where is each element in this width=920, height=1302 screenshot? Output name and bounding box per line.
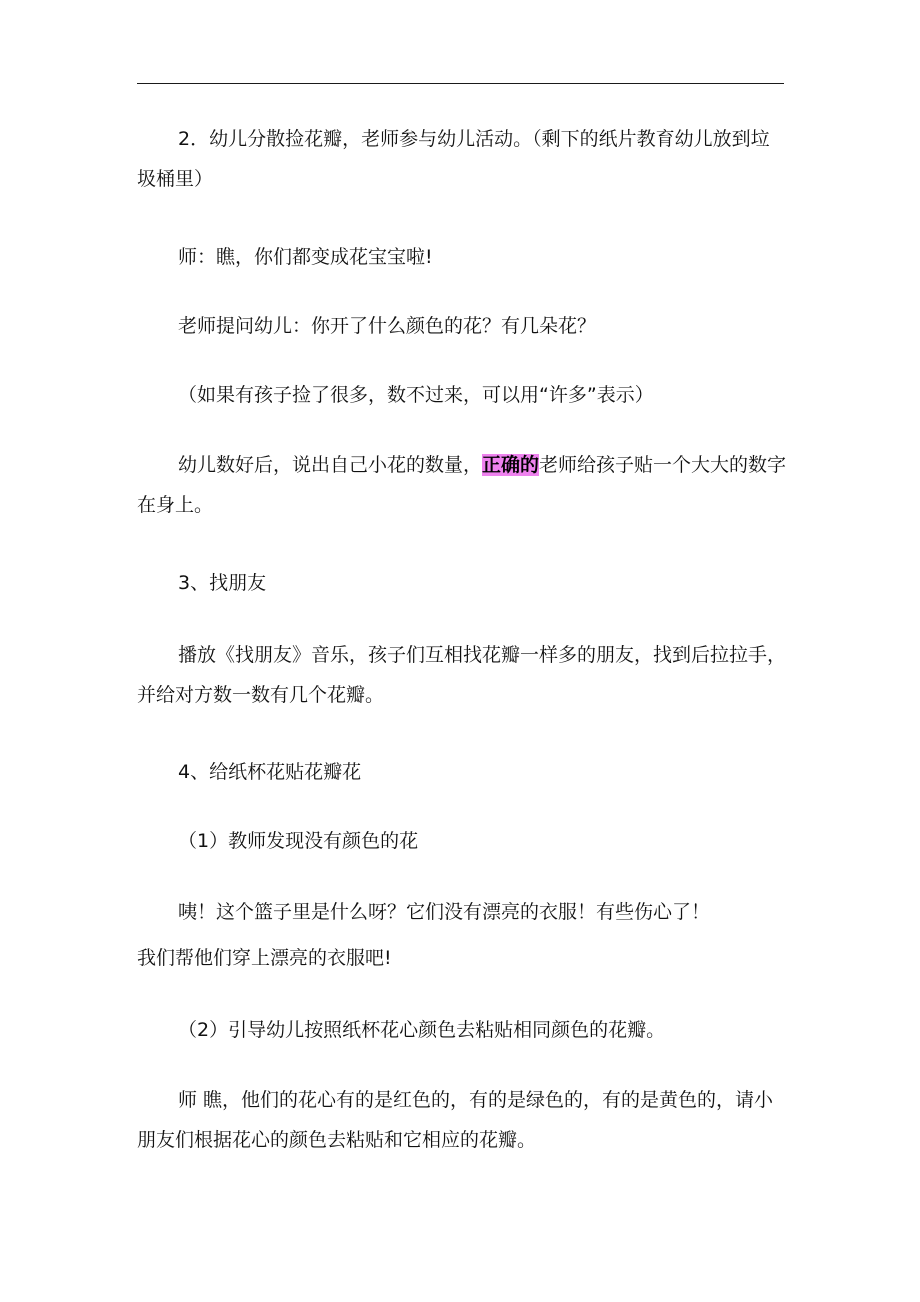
paragraph-flower-colors: 师 瞧，他们的花心有的是红色的，有的是绿色的，有的是黄色的，请小朋友们根据花心的颜色去粘贴和它相应的花瓣。: [137, 1089, 774, 1151]
paragraph-step-2: 2．幼儿分散捡花瓣，老师参与幼儿活动。（剩下的纸片教育幼儿放到垃圾桶里）: [137, 128, 770, 190]
paragraph-find-friends: 播放《找朋友》音乐，孩子们互相找花瓣一样多的朋友，找到后拉拉手，并给对方数一数有几个花瓣。: [137, 644, 787, 706]
paragraph-basket-question: 咦！这个篮子里是什么呀？它们没有漂亮的衣服！有些伤心了！: [178, 901, 711, 923]
paragraph-count-result: [137, 445, 787, 525]
count-result-text-after: 老师给孩子贴一个大大的数字在身上。: [137, 454, 787, 516]
count-result-text-before: 幼儿数好后，说出自己小花的数量，: [178, 454, 483, 476]
paragraph-substep-1: （1）教师发现没有颜色的花: [178, 830, 419, 852]
highlighted-text: 正确的: [482, 454, 540, 476]
paragraph-note-many: （如果有孩子捡了很多，数不过来，可以用“许多”表示）: [178, 384, 654, 406]
paragraph-teacher-question: 老师提问幼儿：你开了什么颜色的花？有几朵花？: [178, 315, 597, 337]
paragraph-substep-2: （2）引导幼儿按照纸杯花心颜色去粘贴相同颜色的花瓣。: [178, 1019, 666, 1041]
heading-step-4: 4、给纸杯花贴花瓣花: [178, 761, 362, 783]
paragraph-teacher-look: 师：瞧，你们都变成花宝宝啦!: [178, 246, 433, 268]
paragraph-help-dress: 我们帮他们穿上漂亮的衣服吧!: [137, 947, 392, 969]
heading-step-3: 3、找朋友: [178, 572, 267, 594]
header-rule: [137, 83, 784, 84]
